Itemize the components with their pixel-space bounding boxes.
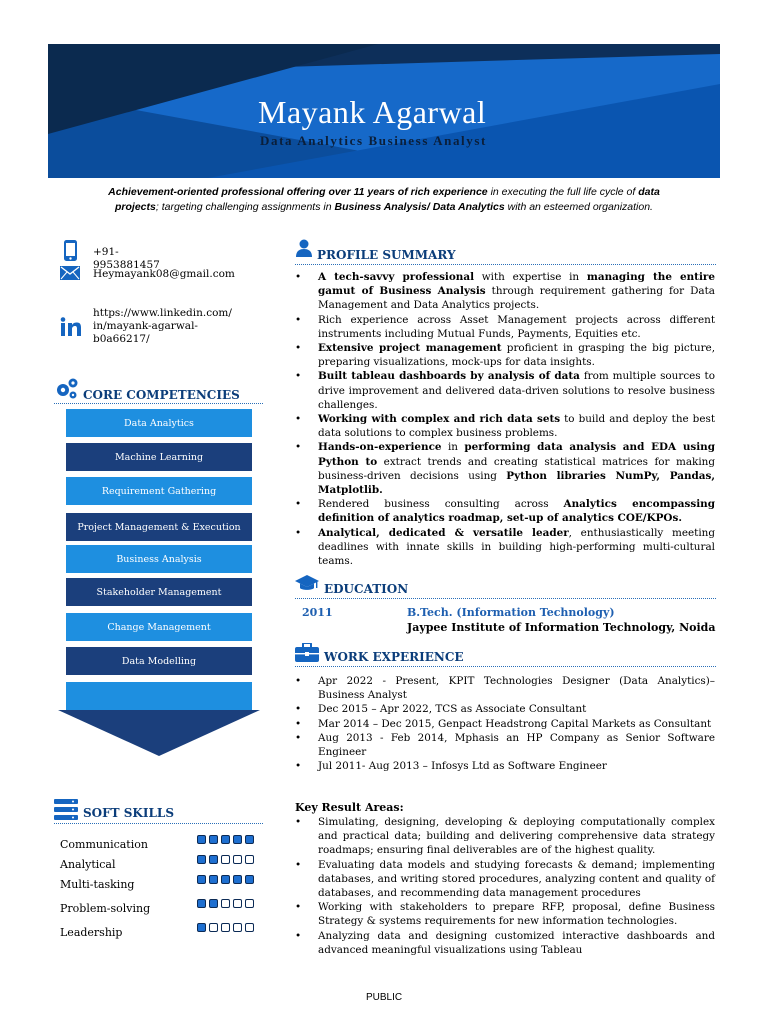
bullet-text: in [441, 441, 465, 454]
candidate-title: Data Analytics Business Analyst [260, 133, 487, 148]
rating-dot [197, 875, 206, 884]
list-item [295, 412, 715, 440]
envelope-icon [60, 263, 82, 285]
education-degree: B.Tech. (Information Technology) [407, 606, 615, 619]
skill-rating [197, 835, 254, 844]
rating-dot [209, 855, 218, 864]
skill-rating [197, 923, 254, 932]
rating-dot [245, 835, 254, 844]
rating-dot [197, 899, 206, 908]
section-divider [295, 264, 716, 265]
rating-dot [233, 835, 242, 844]
list-item: • Apr 2022 - Present, KPIT Technologies Designer (Data Analytics)– Business Analyst [295, 674, 715, 702]
rating-dot [209, 835, 218, 844]
soft-skills-title: SOFT SKILLS [83, 806, 174, 820]
gears-icon [54, 376, 80, 400]
education-year: 2011 [302, 606, 333, 619]
bullet-text: through requirement gathering for Data Management and Data Analytics projects. [318, 285, 715, 312]
list-item [295, 270, 715, 313]
competency-item: Requirement Gathering [66, 477, 252, 505]
bullet-bold: Working with complex and rich data sets [318, 413, 561, 426]
list-item: • Jul 2011- Aug 2013 – Infosys Ltd as Software Engineer [295, 759, 715, 773]
candidate-name: Mayank Agarwal [258, 94, 487, 130]
section-divider [295, 598, 716, 599]
user-icon [296, 239, 312, 257]
rating-dot [197, 855, 206, 864]
rating-dot [233, 899, 242, 908]
linkedin-icon [60, 317, 82, 339]
intro-text-3: with an esteemed organization. [504, 201, 653, 213]
section-divider [295, 666, 716, 667]
intro-bold-3: projects [115, 201, 156, 213]
skill-label: Problem-solving [60, 902, 151, 915]
core-competencies-title: CORE COMPETENCIES [83, 388, 240, 402]
bullet-text: proficient in grasping the big picture, preparing visualizations, mock-ups for data insights. [318, 342, 716, 369]
bullet-text: from multiple sources to drive improvement and delivered data-driven solutions to resolve business challenges. [318, 370, 715, 411]
skill-rating [197, 875, 254, 884]
footer-classification: PUBLIC [366, 992, 403, 1003]
briefcase-icon [295, 643, 319, 663]
graduation-cap-icon [295, 574, 319, 592]
skill-label: Multi-tasking [60, 878, 135, 891]
competency-item: Data Analytics [66, 409, 252, 437]
rating-dot [233, 855, 242, 864]
list-item: • Dec 2015 – Apr 2022, TCS as Associate Consultant [295, 702, 715, 716]
intro-line-2 [0, 200, 768, 214]
skill-label: Analytical [60, 858, 116, 871]
rating-dot [233, 923, 242, 932]
competency-spacer [66, 682, 252, 710]
bullet-text: with expertise in [474, 271, 587, 283]
phone-number[interactable]: +91-9953881457 [93, 246, 160, 271]
competency-item: Machine Learning [66, 443, 252, 471]
bullet-bold: Hands-on-experience [318, 441, 442, 454]
linkedin-url[interactable]: https://www.linkedin.com/ in/mayank-agarwal- b0a66217/ [93, 307, 232, 345]
rating-dot [245, 923, 254, 932]
skill-label: Leadership [60, 926, 123, 939]
list-item [295, 341, 715, 369]
bullet-text: extract trends and creating statistical matrices for making business-driven decisions using [318, 455, 715, 482]
rating-dot [245, 875, 254, 884]
list-item: • Analyzing data and designing customized interactive dashboards and advanced meaningful visualizations using Tableau [295, 929, 715, 957]
list-item: • Mar 2014 – Dec 2015, Genpact Headstrong Capital Markets as Consultant [295, 717, 715, 731]
bullet-bold: A tech-savvy professional [318, 271, 475, 283]
skill-rating [197, 855, 254, 864]
key-result-areas-title: Key Result Areas: [295, 801, 404, 814]
rating-dot [197, 835, 206, 844]
list-item [295, 440, 715, 497]
skill-rating [197, 899, 254, 908]
list-item [295, 369, 715, 412]
bullet-bold: Built tableau dashboards by analysis of data [318, 370, 580, 383]
rating-dot [209, 923, 218, 932]
bullet-bold: managing the entire gamut of Business Analysis [318, 271, 715, 298]
competency-item: Project Management & Execution [66, 513, 252, 541]
rating-dot [221, 835, 230, 844]
work-experience-title: WORK EXPERIENCE [324, 650, 464, 664]
list-item [295, 497, 715, 525]
competency-item: Business Analysis [66, 545, 252, 573]
email-address[interactable]: Heymayank08@gmail.com [93, 268, 235, 280]
list-item: • Evaluating data models and studying forecasts & demand; implementing databases, and writing stored procedures, analyzing content and quality of databases, and recommending data management procedures [295, 858, 715, 901]
list-item [295, 526, 715, 569]
rating-dot [221, 855, 230, 864]
list-item: • Simulating, designing, developing & deploying computationally complex and practical data; building and delivering comprehensive data strategy roadmaps; ensuring final deliverables are of the highest quality. [295, 815, 715, 858]
profile-summary-title: PROFILE SUMMARY [317, 248, 456, 262]
intro-text-2: ; targeting challenging assignments in [155, 201, 335, 213]
rating-dot [245, 899, 254, 908]
bullet-bold: Analytical, dedicated & versatile leader [318, 526, 569, 539]
rating-dot [245, 855, 254, 864]
skill-label: Communication [60, 838, 148, 851]
rating-dot [221, 923, 230, 932]
rating-dot [197, 923, 206, 932]
list-item: • Aug 2013 - Feb 2014, Mphasis an HP Company as Senior Software Engineer [295, 731, 715, 759]
intro-bold-4: Business Analysis/ Data Analytics [334, 201, 505, 213]
bullet-text: Rendered business consulting across [318, 498, 564, 511]
section-divider [54, 823, 263, 824]
intro-line-1 [0, 185, 768, 199]
bullet-text: to build and deploy the best data solutions to complex business problems. [318, 413, 715, 440]
rating-dot [221, 899, 230, 908]
education-institute: Jaypee Institute of Information Technology, Noida [407, 621, 716, 634]
phone-icon [60, 240, 82, 262]
intro-bold-1: Achievement-oriented professional offering over 11 years of rich experience [108, 186, 488, 198]
key-result-areas-list [295, 815, 715, 957]
intro-text-1: in executing the full life cycle of [487, 186, 639, 198]
bullet-bold: Extensive project management [318, 342, 502, 355]
list-item: • Working with stakeholders to prepare RFP, proposal, define Business Strategy & systems requirements for new information technologies. [295, 900, 715, 928]
rating-dot [209, 899, 218, 908]
intro-bold-2: data [638, 186, 660, 198]
section-divider [54, 403, 263, 404]
bullet-text: , enthusiastically meeting deadlines with innate skills in building high-performing multi-cultural teams. [318, 526, 716, 568]
competency-arrow-shape [58, 710, 260, 756]
bullet-bold: Python libraries NumPy, Pandas, Matplotlib. [318, 469, 715, 497]
work-experience-list [295, 674, 715, 773]
list-item: • Rich experience across Asset Management projects across different instruments including Mutual Funds, Payments, Equities etc. [295, 313, 715, 341]
bullet-bold: Analytics encompassing definition of analytics roadmap, set-up of analytics COE/KPOs. [318, 498, 715, 525]
education-title: EDUCATION [324, 582, 409, 596]
competency-item: Change Management [66, 613, 252, 641]
rating-dot [209, 875, 218, 884]
profile-summary-list [295, 270, 715, 568]
skills-icon [54, 798, 80, 822]
bullet-bold: performing data analysis and EDA using Python to [318, 441, 715, 468]
competency-item: Data Modelling [66, 647, 252, 675]
rating-dot [233, 875, 242, 884]
competency-item: Stakeholder Management [66, 578, 252, 606]
rating-dot [221, 875, 230, 884]
